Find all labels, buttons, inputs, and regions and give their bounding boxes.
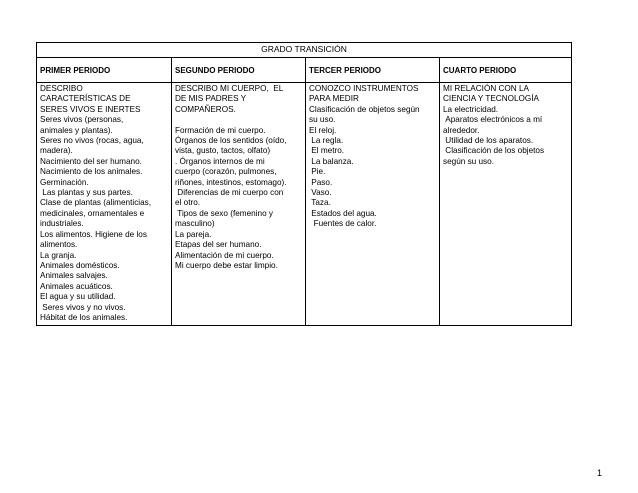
content-line: Diferencias de mi cuerpo con xyxy=(175,188,284,198)
column-content-segundo-periodo xyxy=(172,83,306,326)
column-header-tercer-periodo: TERCER PERIODO xyxy=(306,58,440,83)
content-line: Aparatos electrónicos a mí xyxy=(443,115,543,125)
title-row xyxy=(37,43,572,58)
content-line: Vaso. xyxy=(309,188,332,198)
content-line: madera). xyxy=(40,146,73,156)
column-header-primer-periodo: PRIMER PERIODO xyxy=(37,58,172,83)
column-content-primer-periodo xyxy=(37,83,172,326)
content-line: DESCRIBO xyxy=(40,84,83,93)
content-line: animales y plantas). xyxy=(40,125,113,135)
content-line: PARA MEDIR xyxy=(309,94,359,104)
content-line: Utilidad de los aparatos. xyxy=(443,136,534,146)
content-line: su uso. xyxy=(309,115,336,125)
content-line: Órganos de los sentidos (oído, xyxy=(175,136,287,146)
content-line: La granja. xyxy=(40,250,77,260)
content-line: Taza. xyxy=(309,198,331,208)
content-line: Clasificación de objetos según xyxy=(309,104,420,114)
content-line: Seres no vivos (rocas, agua, xyxy=(40,136,144,146)
content-line: Seres vivos y no vivos. xyxy=(40,302,126,312)
content-line: Paso. xyxy=(309,177,333,187)
content-line: Animales acuáticos. xyxy=(40,281,113,291)
column-header-cuarto-periodo: CUARTO PERIODO xyxy=(440,58,572,83)
content-line: Animales domésticos. xyxy=(40,260,120,270)
header-row xyxy=(37,58,572,83)
content-line: SERES VIVOS E INERTES xyxy=(40,104,141,114)
column-header-segundo-periodo: SEGUNDO PERIODO xyxy=(172,58,306,83)
content-line: alimentos. xyxy=(40,240,78,250)
content-line: Mi cuerpo debe estar limpio. xyxy=(175,260,278,270)
content-line: Germinación. xyxy=(40,177,89,187)
content-line: Clase de plantas (alimenticias, xyxy=(40,198,152,208)
content-line: masculino) xyxy=(175,219,215,229)
content-line: Estados del agua. xyxy=(309,208,377,218)
content-line: Pie. xyxy=(309,167,326,177)
content-line: Etapas del ser humano. xyxy=(175,240,262,250)
content-line: El agua y su utilidad. xyxy=(40,292,116,302)
content-line: cuerpo (corazón, pulmones, xyxy=(175,167,277,177)
content-line: DESCRIBO MI CUERPO, EL xyxy=(175,84,284,93)
content-line: Nacimiento del ser humano. xyxy=(40,156,142,166)
content-line: Tipos de sexo (femenino y xyxy=(175,208,274,218)
content-line: Nacimiento de los animales. xyxy=(40,167,143,177)
content-line: La pareja. xyxy=(175,229,212,239)
content-line: MI RELACIÓN CON LA xyxy=(443,84,529,93)
page-number: 1 xyxy=(597,468,603,478)
content-line: Los alimentos. Higiene de los xyxy=(40,229,147,239)
content-line: La electricidad. xyxy=(443,104,499,114)
content-line: El metro. xyxy=(309,146,345,156)
document-title: GRADO TRANSICIÓN xyxy=(37,43,572,58)
content-line: La regla. xyxy=(309,136,344,146)
content-line: Formación de mi cuerpo. xyxy=(175,125,266,135)
content-line: industriales. xyxy=(40,219,84,229)
content-line: Fuentes de calor. xyxy=(309,219,377,229)
content-line: alrededor. xyxy=(443,125,480,135)
content-row xyxy=(37,83,572,326)
content-line xyxy=(175,115,302,125)
content-line: Clasificación de los objetos xyxy=(443,146,545,156)
content-line: el otro. xyxy=(175,198,201,208)
column-content-tercer-periodo xyxy=(306,83,440,326)
content-line: medicinales, ornamentales e xyxy=(40,208,145,218)
column-content-cuarto-periodo xyxy=(440,83,572,326)
content-line: vista, gusto, tactos, olfato) xyxy=(175,146,271,156)
content-line: Alimentación de mi cuerpo. xyxy=(175,250,274,260)
content-line: Hábitat de los animales. xyxy=(40,312,128,322)
content-line: según su uso. xyxy=(443,156,494,166)
curriculum-table xyxy=(36,42,572,326)
content-line: Seres vivos (personas, xyxy=(40,115,124,125)
content-line: El reloj. xyxy=(309,125,337,135)
content-line: La balanza. xyxy=(309,156,354,166)
content-line: riñones, intestinos, estomago). xyxy=(175,177,287,187)
content-line: CARACTERÍSTICAS DE xyxy=(40,94,131,104)
content-line: CIENCIA Y TECNOLOGÍA xyxy=(443,94,540,104)
content-line: CONOZCO INSTRUMENTOS xyxy=(309,84,419,93)
content-line: Las plantas y sus partes. xyxy=(40,188,133,198)
content-line: Animales salvajes. xyxy=(40,271,108,281)
content-line: COMPAÑEROS. xyxy=(175,104,236,114)
content-line: . Órganos internos de mi xyxy=(175,156,265,166)
content-line: DE MIS PADRES Y xyxy=(175,94,247,104)
